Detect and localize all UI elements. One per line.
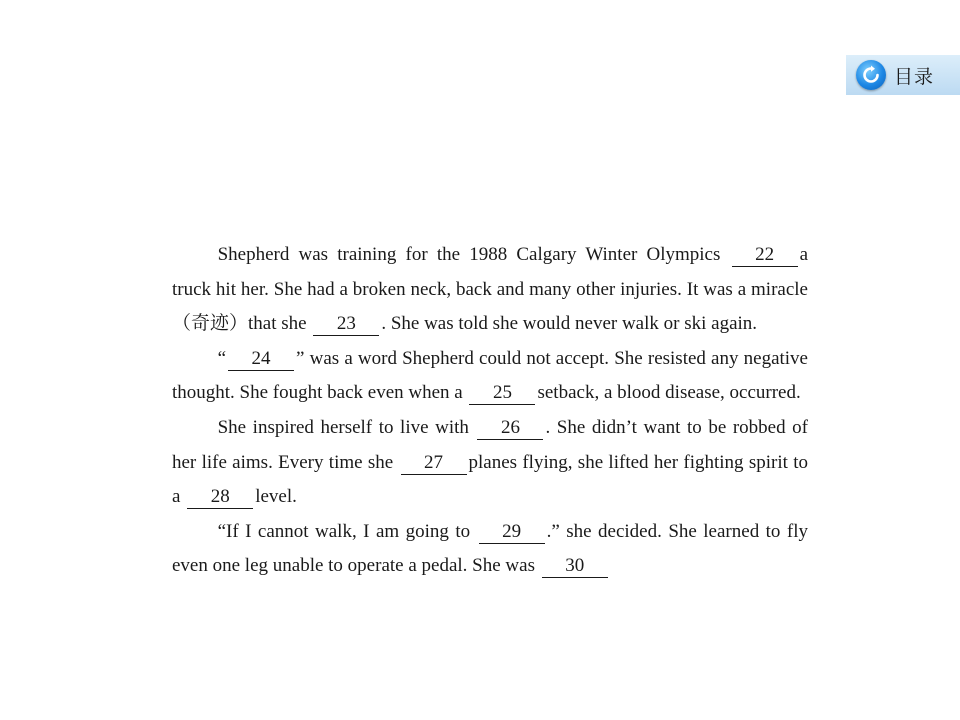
paragraph-3 [172, 411, 808, 515]
blank-22: 22 [732, 244, 798, 267]
blank-30: 30 [542, 555, 608, 578]
table-of-contents-label: 目录 [894, 65, 935, 88]
blank-24: 24 [228, 348, 294, 371]
cloze-passage [172, 238, 808, 584]
refresh-arrow-icon [856, 60, 886, 90]
blank-27: 27 [401, 452, 467, 475]
text-segment: planes flying, she lifted her fighting spirit to a [172, 451, 809, 508]
text-segment: . She was told she would never walk or ski again. [381, 313, 758, 335]
text-segment: “ [217, 347, 227, 369]
blank-28: 28 [187, 486, 253, 509]
text-segment: a truck hit her. She had a broken neck, back and many other injuries. It was a miracle（奇迹）that she [172, 244, 808, 335]
text-segment: “If I cannot walk, I am going to [217, 520, 477, 542]
text-segment: .” she decided. She learned to fly even one leg unable to operate a pedal. She was [172, 520, 808, 577]
blank-23: 23 [313, 313, 379, 336]
paragraph-2 [172, 342, 808, 411]
text-segment: level. [255, 486, 297, 508]
text-segment: setback, a blood disease, occurred. [537, 382, 801, 404]
paragraph-1 [172, 238, 808, 342]
paragraph-4 [172, 515, 808, 584]
blank-29: 29 [479, 521, 545, 544]
blank-26: 26 [477, 417, 543, 440]
table-of-contents-button[interactable] [846, 55, 960, 95]
text-segment: . She didn’t want to be robbed of her life aims. Every time she [172, 416, 808, 473]
text-segment: Shepherd was training for the 1988 Calgary Winter Olympics [217, 244, 730, 265]
blank-25: 25 [469, 382, 535, 405]
text-segment: ” was a word Shepherd could not accept. She resisted any negative thought. She fought back even when a [172, 347, 808, 404]
text-segment: She inspired herself to live with [217, 416, 476, 438]
